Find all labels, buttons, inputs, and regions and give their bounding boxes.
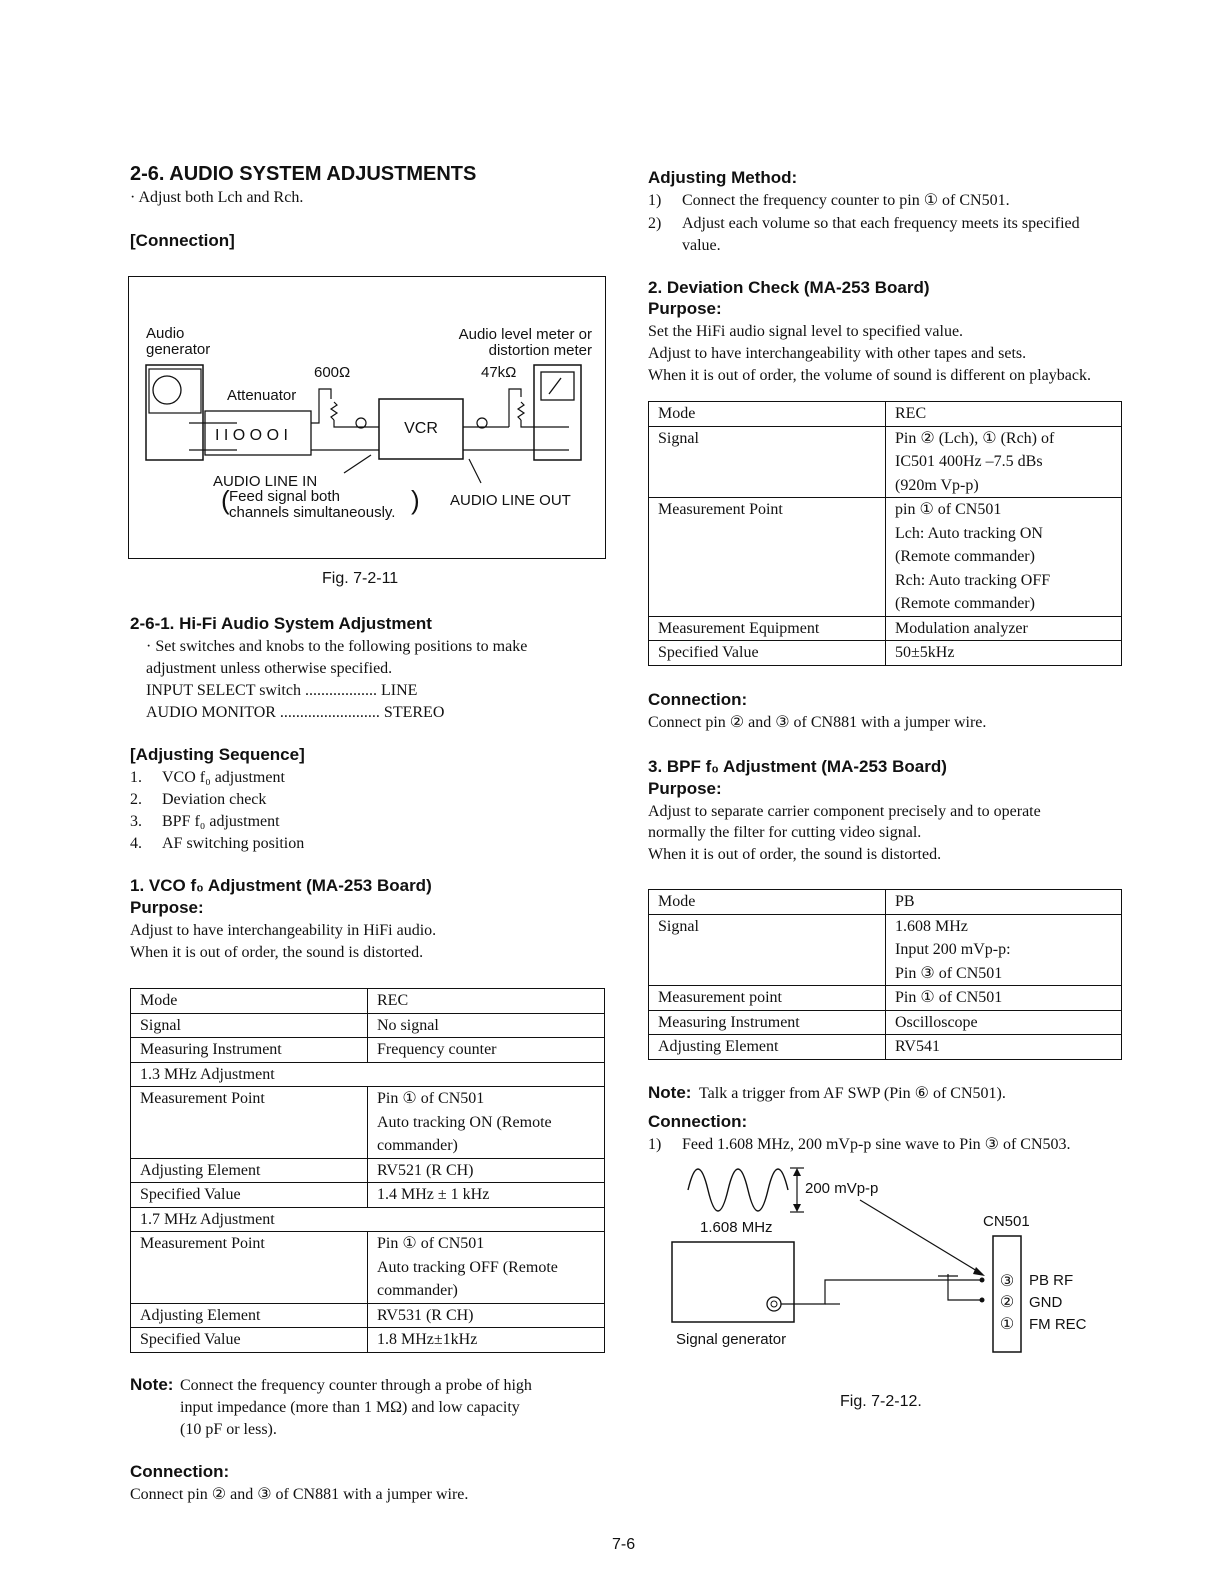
connection-heading: [Connection]	[130, 231, 235, 250]
table-row: Adjusting Element RV531 (R CH)	[131, 1303, 605, 1328]
attenuator-knobs-icon: I I O O O I	[215, 427, 288, 444]
deviation-purpose-1: Set the HiFi audio signal level to specified value.	[648, 323, 964, 340]
bpf-purpose-2: normally the filter for cutting video signal.	[648, 824, 922, 841]
vco-purpose-label: Purpose:	[130, 898, 204, 917]
deviation-purpose-label: Purpose:	[648, 299, 722, 318]
table-row: Adjusting Element RV521 (R CH)	[131, 1158, 605, 1183]
table-row: Specified Value 1.8 MHz±1kHz	[131, 1328, 605, 1353]
pin-1-label: FM REC	[1029, 1316, 1087, 1333]
bpf-note-label: Note:	[648, 1083, 692, 1102]
line-out-label: AUDIO LINE OUT	[450, 492, 571, 509]
adjusting-method-2: 2) Adjust each volume so that each frequency meets its specified	[648, 215, 1080, 232]
deviation-purpose-3: When it is out of order, the volume of sound is different on playback.	[648, 367, 1091, 384]
table-row: Specified Value 50±5kHz	[649, 641, 1122, 666]
bpf-connection-diagram	[660, 1158, 1100, 1368]
table-row: Measuring Instrument Oscilloscope	[649, 1010, 1122, 1035]
bpf-title: 3. BPF f₀ Adjustment (MA-253 Board)	[648, 757, 947, 776]
table-row: Measurement point Pin ① of CN501	[649, 986, 1122, 1011]
generator-dial-icon	[153, 376, 181, 404]
line-in-label: AUDIO LINE IN	[213, 473, 318, 490]
pin-1-number: ①	[999, 1316, 1015, 1333]
audio-generator-label-2: generator	[146, 341, 211, 358]
table-row: Measurement Equipment Modulation analyzer	[649, 616, 1122, 641]
table-row: Specified Value 1.4 MHz ± 1 kHz	[131, 1183, 605, 1208]
frequency-label: 1.608 MHz	[700, 1219, 773, 1236]
table-row: Signal No signal	[131, 1013, 605, 1038]
bpf-connection-label: Connection:	[648, 1112, 748, 1131]
table-row: Adjusting Element RV541	[649, 1035, 1122, 1060]
hifi-adjust-title: 2-6-1. Hi-Fi Audio System Adjustment	[130, 614, 432, 633]
pin-3-label: PB RF	[1029, 1272, 1074, 1289]
vco-spec-table	[130, 988, 605, 1353]
adjusting-method-1: 1) Connect the frequency counter to pin ① of CN501.	[648, 192, 1010, 209]
fig-7-2-11-frame	[128, 276, 606, 559]
bpf-connection-step: 1) Feed 1.608 MHz, 200 mVp-p sine wave to Pin ③ of CN503.	[648, 1136, 1071, 1153]
note-line-3: (10 pF or less).	[180, 1421, 277, 1438]
audio-connection-diagram	[129, 277, 605, 558]
vcr-label: VCR	[404, 420, 438, 437]
pin-2-number: ②	[999, 1294, 1015, 1311]
cn501-label: CN501	[983, 1213, 1030, 1230]
audio-generator-label-1: Audio	[146, 325, 185, 342]
fig-7-2-11-caption: Fig. 7-2-11	[322, 570, 399, 587]
resistor-47k-icon	[518, 402, 524, 420]
sine-wave-icon	[688, 1169, 788, 1211]
table-row: Measuring Instrument Frequency counter	[131, 1038, 605, 1063]
sequence-list	[130, 767, 304, 855]
fig-7-2-12-caption: Fig. 7-2-12.	[840, 1393, 922, 1410]
sequence-item: 1. VCO f₀ adjustment	[130, 769, 285, 786]
adjusting-method-label: Adjusting Method:	[648, 168, 798, 187]
page-number: 7-6	[612, 1536, 636, 1553]
deviation-purpose-2: Adjust to have interchangeability with other tapes and sets.	[648, 345, 1027, 362]
bpf-note-text: Talk a trigger from AF SWP (Pin ⑥ of CN501).	[699, 1085, 1006, 1102]
section-title: 2-6. AUDIO SYSTEM ADJUSTMENTS	[130, 163, 477, 185]
table-row: Measurement Point Pin ① of CN501 Auto tracking ON (Remote commander)	[131, 1087, 605, 1159]
table-row: Mode REC	[649, 402, 1122, 427]
vco-purpose-2: When it is out of order, the sound is distorted.	[130, 944, 424, 961]
note-label: Note:	[130, 1375, 174, 1394]
vco-title: 1. VCO f₀ Adjustment (MA-253 Board)	[130, 876, 432, 895]
amplitude-label: 200 mVp-p	[805, 1180, 879, 1197]
left-connection-text: Connect pin ② and ③ of CN881 with a jumper wire.	[130, 1486, 469, 1503]
table-row: Signal 1.608 MHz Input 200 mVp-p: Pin ③ of CN501	[649, 914, 1122, 986]
table-row: Signal Pin ② (Lch), ① (Rch) of IC501 400Hz –7.5 dBs (920m Vp-p)	[649, 426, 1122, 498]
table-row: Mode REC	[131, 989, 605, 1014]
meter-label-2: distortion meter	[488, 342, 592, 359]
paren-right-icon: )	[411, 485, 420, 515]
deviation-connection-label: Connection:	[648, 690, 748, 709]
note-line-1: Connect the frequency counter through a probe of high	[180, 1377, 532, 1394]
sequence-item: 3. BPF f₀ adjustment	[130, 813, 280, 830]
table-row: 1.7 MHz Adjustment	[131, 1207, 605, 1232]
table-row: Mode PB	[649, 890, 1122, 915]
note-line-2: input impedance (more than 1 MΩ) and low capacity	[180, 1399, 520, 1416]
table-row: 1.3 MHz Adjustment	[131, 1062, 605, 1087]
paren-left-icon: (	[221, 485, 230, 515]
audio-monitor-setting: AUDIO MONITOR ......................... STEREO	[146, 704, 445, 721]
meter-needle-icon	[549, 378, 561, 394]
r600-label: 600Ω	[314, 364, 351, 381]
table-row: Measurement Point Pin ① of CN501 Auto tracking OFF (Remote commander)	[131, 1232, 605, 1304]
pin-2-label: GND	[1029, 1294, 1063, 1311]
deviation-spec-table	[648, 401, 1122, 666]
input-select-setting: INPUT SELECT switch .................. LINE	[146, 682, 418, 699]
vco-purpose-1: Adjust to have interchangeability in HiFi audio.	[130, 922, 437, 939]
feed-note-2: channels simultaneously.	[229, 504, 396, 521]
hifi-adjust-line-2: adjustment unless otherwise specified.	[146, 660, 393, 677]
signal-generator-label: Signal generator	[676, 1331, 787, 1348]
bpf-purpose-label: Purpose:	[648, 779, 722, 798]
bpf-purpose-1: Adjust to separate carrier component precisely and to operate	[648, 803, 1041, 820]
r47k-label: 47kΩ	[481, 364, 517, 381]
bpf-purpose-3: When it is out of order, the sound is distorted.	[648, 846, 942, 863]
sequence-item: 4. AF switching position	[130, 835, 305, 852]
left-connection-label: Connection:	[130, 1462, 230, 1481]
deviation-connection-text: Connect pin ② and ③ of CN881 with a jumper wire.	[648, 714, 987, 731]
table-row: Measurement Point pin ① of CN501 Lch: Auto tracking ON (Remote commander) Rch: Auto tracking OFF (Remote commander)	[649, 498, 1122, 617]
bpf-spec-table	[648, 889, 1122, 1060]
signal-generator-box	[672, 1242, 794, 1322]
feed-note-1: Feed signal both	[229, 488, 340, 505]
sequence-heading: [Adjusting Sequence]	[130, 745, 305, 764]
adjusting-method-2b: value.	[682, 237, 721, 254]
attenuator-label: Attenuator	[227, 387, 297, 404]
pin-3-number: ③	[999, 1273, 1015, 1290]
resistor-600-icon	[331, 402, 337, 420]
meter-label-1: Audio level meter or	[458, 326, 592, 343]
hifi-adjust-line-1: · Set switches and knobs to the following positions to make	[146, 638, 528, 655]
sequence-item: 2. Deviation check	[130, 791, 267, 808]
deviation-title: 2. Deviation Check (MA-253 Board)	[648, 278, 930, 297]
section-note: · Adjust both Lch and Rch.	[130, 189, 304, 206]
output-jack-icon	[767, 1297, 781, 1311]
